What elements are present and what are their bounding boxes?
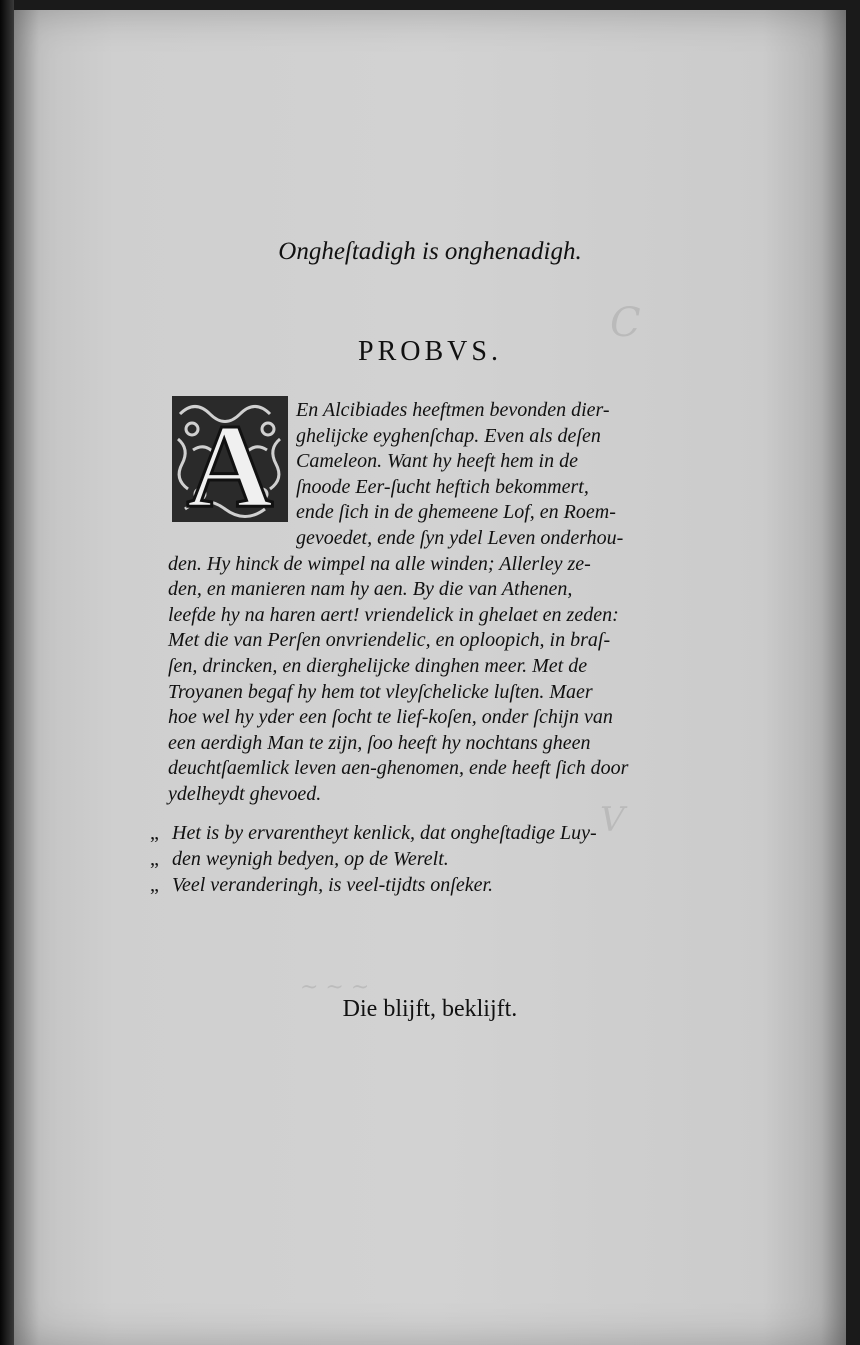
text-line: ydelheydt ghevoed. — [168, 782, 322, 805]
text-line: ſen, drincken, en dierghelijcke dinghen meer. Met de — [168, 654, 588, 677]
text-line: hoe wel hy yder een ſocht te lief-koſen, onder ſchijn van — [168, 706, 613, 729]
text-line: En Alcibiades heeftmen bevonden dier- — [296, 399, 610, 421]
text-line: ghelijcke eyghenſchap. Even als deſen — [296, 424, 601, 447]
show-through-left-edge: C — [610, 300, 641, 346]
maxim-line — [150, 820, 670, 846]
text-line: leefde hy na haren aert! vriendelick in ghelaet en zeden: — [168, 603, 619, 626]
page-motto: Ongheſtadigh is onghenadigh. — [278, 238, 582, 265]
show-through-right-edge: V — [600, 800, 625, 840]
show-through-bottom: ~ ~ ~ — [300, 975, 370, 1000]
footer-motto: Die blijft, beklijft. — [342, 996, 518, 1022]
quote-mark: „ — [150, 874, 159, 896]
maxim-text: Veel veranderingh, is veel-tijdts onſeker. — [172, 874, 494, 896]
text-line: ende ſich in de ghemeene Lof, en Roem- — [296, 501, 616, 524]
maxim-text: den weynigh bedyen, op de Werelt. — [172, 848, 449, 870]
book-binding — [0, 0, 14, 1345]
body-text — [168, 398, 658, 808]
text-line: den. Hy hinck de wimpel na alle winden; Allerley ze- — [168, 552, 591, 575]
initial-letter: A — [186, 399, 274, 524]
quote-mark: „ — [150, 848, 159, 870]
quote-mark: „ — [150, 822, 159, 844]
text-line: Met die van Perſen onvriendelic, en oploopich, in braſ- — [168, 629, 611, 652]
maxims-block — [150, 820, 670, 898]
maxim-line — [150, 846, 670, 872]
text-line: gevoedet, ende ſyn ydel Leven onderhou- — [296, 526, 624, 549]
maxim-text: Het is by ervarentheyt kenlick, dat ongheſtadige Luy- — [172, 822, 597, 844]
text-line: den, en manieren nam hy aen. By die van Athenen, — [168, 578, 573, 601]
section-title: PROBVS. — [358, 336, 502, 367]
text-line: een aerdigh Man te zijn, ſoo heeft hy nochtans gheen — [168, 731, 591, 754]
maxim-line — [150, 872, 670, 898]
text-line: Cameleon. Want hy heeft hem in de — [296, 450, 578, 473]
text-line: ſnoode Eer-ſucht heftich bekommert, — [296, 475, 589, 498]
text-line: deuchtſaemlick leven aen-ghenomen, ende heeft ſich door — [168, 757, 629, 780]
text-line: Troyanen begaf hy hem tot vleyſchelicke luſten. Maer — [168, 680, 593, 703]
